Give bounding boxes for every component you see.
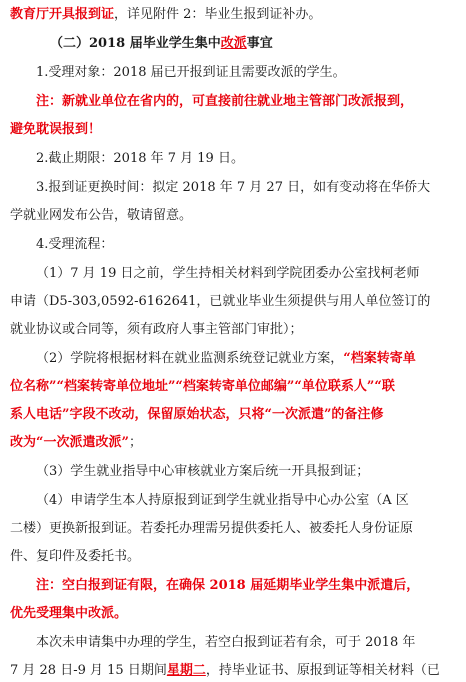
step-4-line-1: （4）申请学生本人持原报到证到学生就业指导中心办公室（A 区 — [36, 493, 409, 508]
note-1-line-1: 注：新就业单位在省内的，可直接前往就业地主管部门改派报到， — [36, 94, 414, 109]
section-heading: （二）2018 届毕业学生集中改派事宜 — [50, 36, 273, 51]
step-4-line-3: 件、复印件及委托书。 — [10, 549, 141, 564]
heading-highlight: 改派 — [220, 36, 247, 51]
plain-text: ，详见附件 2：毕业生报到证补办。 — [114, 7, 322, 22]
step-3: （3）学生就业指导中心审核就业方案后统一开具报到证； — [36, 464, 370, 479]
step-4-line-2: 二楼）更换新报到证。若委托办理需另提供委托人、被委托人身份证原 — [10, 521, 414, 536]
item-3-line-2: 学就业网发布公告，敬请留意。 — [10, 208, 193, 223]
red-text: 教育厅开具报到证 — [10, 7, 115, 22]
line-continuation — [10, 4, 456, 26]
closing-line-1: 本次未申请集中办理的学生，若空白报到证若有余，可于 2018 年 — [36, 635, 416, 650]
red-text: “档案转寄单 — [343, 351, 416, 366]
note-2-line-2: 优先受理集中改派。 — [10, 606, 128, 621]
step-2-line-3: 系人电话”字段不改动，保留原始状态，只将“一次派遣”的备注修 — [10, 407, 384, 422]
step-2-line-1: （2）学院将根据材料在就业监测系统登记就业方案，“档案转寄单 — [36, 351, 416, 366]
item-2: 2.截止期限：2018 年 7 月 19 日。 — [36, 151, 244, 166]
step-2-line-4: 改为“一次派遣改派”； — [10, 435, 142, 450]
step-2-line-2: 位名称”“档案转寄单位地址”“档案转寄单位邮编”“单位联系人”“联 — [10, 379, 395, 394]
note-1-line-2: 避免耽误报到！ — [10, 122, 102, 137]
step-1-line-1: （1）7 月 19 日之前，学生持相关材料到学院团委办公室找柯老师 — [36, 266, 420, 281]
item-4: 4.受理流程： — [36, 237, 114, 252]
step-1-line-2: 申请（D5-303,0592-6162641，已就业毕业生须提供与用人单位签订的 — [10, 294, 431, 309]
closing-line-2: 7 月 28 日-9 月 15 日期间星期二，持毕业证书、原报到证等相关材料（已 — [10, 663, 440, 678]
note-2-line-1: 注：空白报到证有限，在确保 2018 届延期毕业学生集中派遣后， — [36, 578, 420, 593]
weekday-highlight: 星期二 — [166, 663, 206, 678]
red-text: 改为“一次派遣改派” — [10, 435, 129, 450]
item-3-line-1: 3.报到证更换时间：拟定 2018 年 7 月 27 日，如有变动将在华侨大 — [36, 180, 431, 195]
item-1: 1.受理对象：2018 届已开报到证且需要改派的学生。 — [36, 65, 346, 80]
step-1-line-3: 就业协议或合同等，须有政府人事主管部门审批）； — [10, 322, 303, 337]
